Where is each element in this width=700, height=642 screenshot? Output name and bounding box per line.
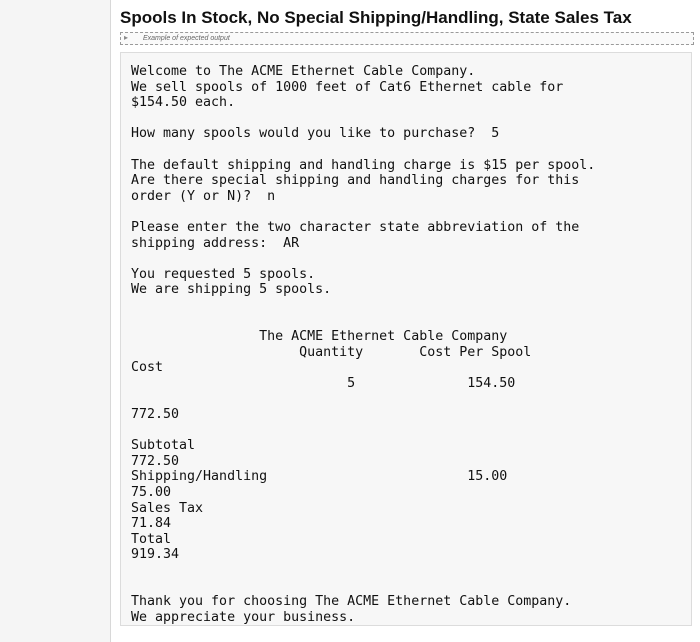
report-label-tax: Sales Tax [131,500,204,516]
console-output [121,53,691,625]
console-line: Are there special shipping and handling charges for this [131,173,580,189]
report-tax-value: 71.84 [131,516,172,532]
console-line: Welcome to The ACME Ethernet Cable Company. [131,64,476,79]
report-total-value: 919.34 [131,547,180,563]
main-content [111,0,700,642]
console-line: Please enter the two character state abbreviation of the [131,219,580,235]
report-label-subtotal: Subtotal [131,438,196,454]
report-label-shipping: Shipping/Handling 15.00 [131,469,508,485]
report-label-total: Total [131,531,172,547]
console-line: We appreciate your business. [131,609,356,625]
console-output-box [120,52,692,626]
console-line: We are shipping 5 spools. [131,282,332,298]
console-line: Thank you for choosing The ACME Ethernet Cable Company. [131,594,572,610]
report-shipping-value: 75.00 [131,485,172,501]
console-line: order (Y or N)? n [131,188,276,204]
expand-icon: ▸ [124,33,129,42]
console-line: How many spools would you like to purchase? 5 [131,126,500,142]
report-cost-value: 772.50 [131,407,180,423]
console-line: You requested 5 spools. [131,266,316,282]
left-gutter [0,0,111,642]
console-line: shipping address: AR [131,235,300,251]
console-line: $154.50 each. [131,95,236,111]
report-label-cost: Cost [131,360,164,376]
report-row-values: 5 154.50 [131,375,516,391]
example-output-bar[interactable] [120,32,694,45]
report-title: The ACME Ethernet Cable Company [131,329,508,345]
console-line: The default shipping and handling charge is $15 per spool. [131,157,596,173]
page-title: Spools In Stock, No Special Shipping/Handling, State Sales Tax [120,8,632,27]
example-output-label: Example of expected output [143,35,230,42]
report-subtotal-value: 772.50 [131,453,180,469]
report-headers: Quantity Cost Per Spool [131,344,532,360]
console-line: We sell spools of 1000 feet of Cat6 Ethernet cable for [131,79,564,95]
